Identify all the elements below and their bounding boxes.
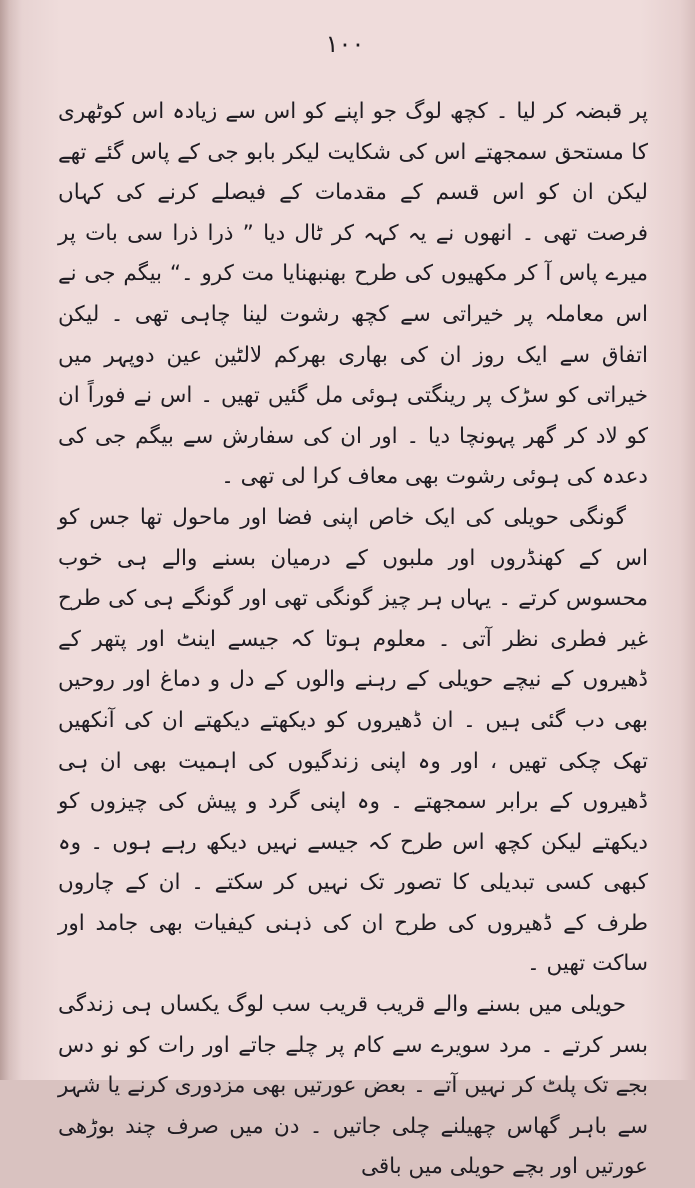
paragraph-3: حویلی میں بسنے والے قریب قریب سب لوگ یکساں ہی زندگی بسر کرتے ۔ مرد سویرے سے کام پر چلے جاتے اور رات کو نو دس بجے تک پلٹ کر نہیں آتے ۔ بعض عورتیں بھی مزدوری کرنے یا شہر سے باہر گھاس چھیلنے چلی جاتیں ۔ دن میں صرف چند بوڑھی عورتیں اور بچے حویلی میں باقی	[58, 992, 648, 1180]
page-binding-edge	[0, 0, 10, 1080]
page-body-text	[58, 92, 648, 1188]
paragraph-1: پر قبضہ کر لیا ۔ کچھ لوگ جو اپنے کو اس سے زیادہ اس کوٹھری کا مستحق سمجھتے اس کی شکایت لیکر بابو جی کے پاس گئے تھے لیکن ان کو اس قسم کے مقدمات کے فیصلے کرنے کی کہاں فرصت تھی ۔ انھوں نے یہ کہہ کر ٹال دیا ” ذرا ذرا سی بات پر میرے پاس آ کر مکھیوں کی طرح بھنبھنایا مت کرو ۔“ بیگم جی نے اس معاملہ پر خیراتی سے کچھ رشوت لینا چاہی تھی ۔ لیکن اتفاق سے ایک روز ان کی بھاری بھرکم لالٹین عین دوپہر میں خیراتی کو سڑک پر رینگتی ہوئی مل گئیں تھیں ۔ اس نے فوراً ان کو لاد کر گھر پہونچا دیا ۔ اور ان کی سفارش سے بیگم جی کی دعدہ کی ہوئی رشوت بھی معاف کرا لی تھی ۔	[58, 99, 648, 490]
page-number: ۱۰۰	[325, 30, 365, 58]
paragraph-2: گونگی حویلی کی ایک خاص اپنی فضا اور ماحول تھا جس کو اس کے کھنڈروں اور ملبوں کے درمیان بسنے والے ہی خوب محسوس کرتے ۔ یہاں ہر چیز گونگی تھی اور گونگے ہی کی طرح غیر فطری نظر آتی ۔ معلوم ہوتا کہ جیسے اینٹ اور پتھر کے ڈھیروں کے نیچے حویلی کے رہنے والوں کے دل و دماغ اور روحیں بھی دب گئی ہیں ۔ ان ڈھیروں کو دیکھتے دیکھتے ان کی آنکھیں تھک چکی تھیں ، اور وہ اپنی زندگیوں کی اہمیت بھی ان ہی ڈھیروں کے برابر سمجھتے ۔ وہ اپنی گرد و پیش کی چیزوں کو دیکھتے لیکن کچھ اس طرح کہ جیسے نہیں دیکھ رہے ہوں ۔ وہ کبھی کسی تبدیلی کا تصور تک نہیں کر سکتے ۔ ان کے چاروں طرف کے ڈھیروں کی طرح ان کی ذہنی کیفیات بھی جامد اور ساکت تھیں ۔	[58, 504, 648, 977]
